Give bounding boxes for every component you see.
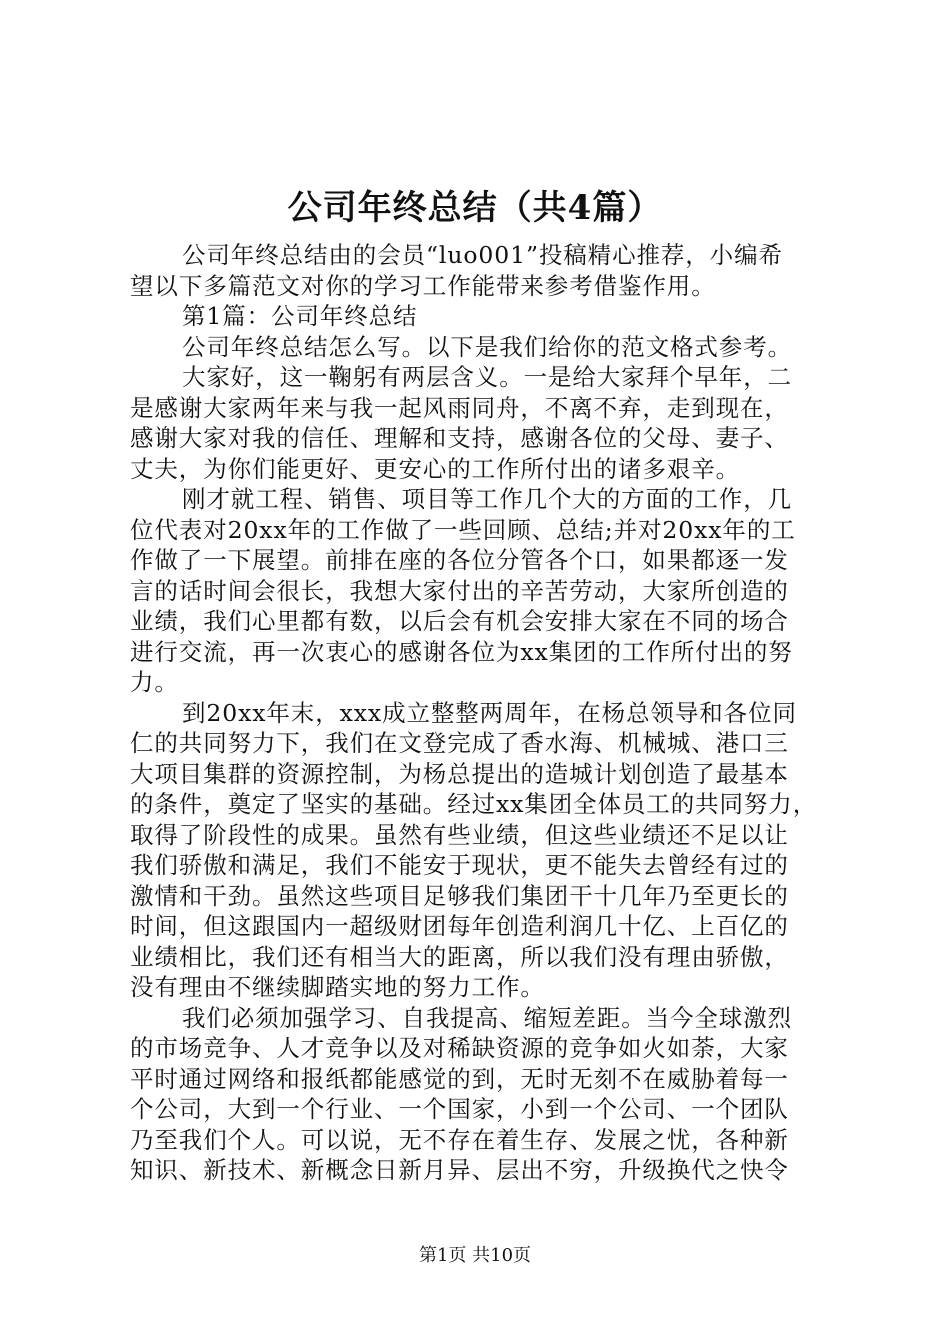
text-line: 公司年终总结怎么写。以下是我们给你的范文格式参考。 bbox=[182, 332, 792, 361]
text-line: 是感谢大家两年来与我一起风雨同舟，不离不弃，走到现在， bbox=[130, 393, 789, 422]
text-line: 知识、新技术、新概念日新月异、层出不穷，升级换代之快令 bbox=[130, 1156, 789, 1184]
text-line: 大项目集群的资源控制，为杨总提出的造城计划创造了最基本 bbox=[130, 759, 789, 788]
text-line: 刚才就工程、销售、项目等工作几个大的方面的工作，几 bbox=[182, 485, 792, 513]
text-line: 言的话时间会很长，我想大家付出的辛苦劳动，大家所创造的 bbox=[130, 576, 789, 605]
text-line: 平时通过网络和报纸都能感觉的到，无时无刻不在威胁着每一 bbox=[130, 1064, 789, 1093]
document-title: 公司年终总结（共4篇） bbox=[287, 188, 663, 228]
text-line: 个公司，大到一个行业、一个国家，小到一个公司、一个团队 bbox=[130, 1095, 789, 1123]
text-line: 没有理由不继续脚踏实地的努力工作。 bbox=[130, 973, 545, 1001]
text-line: 我们骄傲和满足，我们不能安于现状，更不能失去曾经有过的 bbox=[130, 851, 789, 879]
text-line: 进行交流，再一次衷心的感谢各位为xx集团的工作所付出的努 bbox=[130, 637, 793, 666]
text-line: 业绩，我们心里都有数，以后会有机会安排大家在不同的场合 bbox=[130, 607, 789, 635]
text-line: 取得了阶段性的成果。虽然有些业绩，但这些业绩还不足以让 bbox=[130, 820, 789, 849]
text-line: 丈夫，为你们能更好、更安心的工作所付出的诸多艰辛。 bbox=[130, 454, 740, 483]
text-line: 到20xx年末，xxx成立整整两周年，在杨总领导和各位同 bbox=[182, 698, 797, 727]
text-line: 的市场竞争、人才竞争以及对稀缺资源的竞争如火如荼，大家 bbox=[130, 1034, 789, 1062]
text-line: 的条件，奠定了坚实的基础。经过xx集团全体员工的共同努力， bbox=[130, 790, 818, 818]
text-line: 第1篇：公司年终总结 bbox=[182, 302, 418, 330]
text-line: 业绩相比，我们还有相当大的距离，所以我们没有理由骄傲， bbox=[130, 942, 789, 971]
text-line: 位代表对20xx年的工作做了一些回顾、总结;并对20xx年的工 bbox=[130, 515, 796, 544]
document-body bbox=[130, 240, 840, 1186]
text-line: 感谢大家对我的信任、理解和支持，感谢各位的父母、妻子、 bbox=[130, 424, 789, 452]
text-line: 时间，但这跟国内一超级财团每年创造利润几十亿、上百亿的 bbox=[130, 912, 789, 940]
text-line: 大家好，这一鞠躬有两层含义。一是给大家拜个早年，二 bbox=[182, 363, 792, 391]
text-line: 激情和干劲。虽然这些项目足够我们集团干十几年乃至更长的 bbox=[130, 881, 789, 910]
text-line: 公司年终总结由的会员“luo001”投稿精心推荐，小编希 bbox=[182, 241, 783, 269]
page-footer: 第1页 共10页 bbox=[418, 1245, 532, 1266]
text-line: 力。 bbox=[130, 668, 179, 696]
text-line: 作做了一下展望。前排在座的各位分管各个口，如果都逐一发 bbox=[130, 546, 789, 574]
text-line: 仁的共同努力下，我们在文登完成了香水海、机械城、港口三 bbox=[130, 729, 789, 757]
text-line: 望以下多篇范文对你的学习工作能带来参考借鉴作用。 bbox=[130, 271, 716, 300]
text-line: 我们必须加强学习、自我提高、缩短差距。当今全球激烈 bbox=[182, 1003, 792, 1032]
text-line: 乃至我们个人。可以说，无不存在着生存、发展之忧，各种新 bbox=[130, 1125, 789, 1154]
